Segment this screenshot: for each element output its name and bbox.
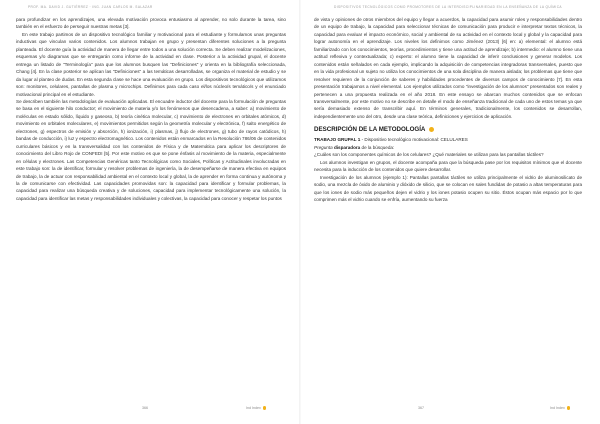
running-head-left: PROF. MA. DAVID J. GUTIÉRREZ · ING. JUAN CARLOS M. SALAZAR [28, 5, 153, 9]
group-label: TRABAJO GRUPAL 1 [314, 137, 361, 143]
question-heading [314, 144, 582, 151]
footer-brand-right [550, 406, 570, 410]
question-label: Pregunta [314, 144, 333, 150]
group-topic: - Dispositivo tecnológico motivacional: CELULARES [360, 137, 468, 143]
page-number-right: 367 [418, 406, 424, 410]
paragraph: Investigación de los alumnos (ejemplo 1): Pantallas pantallas táctiles se utiliza principalmente el vidrio de aluminosilicato de sodio, una mezcla de óxido de aluminio y dióxido de silicio, que se colocan en sales fundidas de potasio a altas temperaturas para que los iones de sodio más pequeños dejen el vidrio y los iones potasio ocupen su sitio. Éstos ocupan más espacio por lo que comprimen más el vidrio cuando se enfría, aumentando su fuerza [314, 174, 582, 202]
question-rest: de la búsqueda: [360, 144, 395, 150]
question-text: ¿Cuáles son los componentes químicos de los celulares? ¿Qué materiales se utilizan para las pantallas táctiles? [314, 152, 544, 158]
brand-label: Ind Index [550, 406, 565, 410]
paragraph: Los alumnos investigan en grupos, el docente acompaña para que la búsqueda pase por los requisitos mínimos que el docente necesita para la inducción de los contenidos que quiere desarrollar. [314, 159, 582, 173]
paragraph: Se describen también las metodologías de evaluación aplicadas. El encuadre inductor del docente para la formulación de preguntas se basa en el siguiente hilo conductor; el movimiento de materia y/o los fenómenos que desencadena, a saber: a) movimiento de moléculas en estado sólido, líquido y gaseoso, b) teoría cinética molecular, c) movimiento de electrones en orbitales atómicos, d) movimiento en orbitales moleculares, e) movimientos permitidos según la geometría molecular y electrónica, f) salto energético de electrones, g) espectros de emisión y absorción, h) ionización, i) plasmas, j) flujo de electrones, g) tubo de rayos catódicos, h) bandas de conducción, i) luz y espectro electromagnético. Los contenidos están enmarcados en la Resolución 786/06 de contenidos curriculares básicos y en la transversalidad con los contenidos de Física y de Matemática para aplicar los descriptores de conocimiento del Libro Rojo de CONFEDI [5]. Por este motivo es que se pone énfasis al movimiento de la materia, especialmente en células y electrones. Las Competencias Genéricas tanto Tecnológicas como Sociales, Políticas y Actitudinales involucradas en este trabajo son: la de identificar, formular y resolver problemas de ingeniería, la de desempeñarse de manera efectiva en equipos de trabajo, la de actuar con responsabilidad ambiental en el contexto local y global, la de aprender en forma continua y autónoma y la de comunicarse con efectividad. Las capacidades promovidas son: la capacidad para identificar y formular problemas, la capacidad para realizar una búsqueda creativa y de soluciones, capacidad para implementar tecnológicamente una solución, la capacidad para identificar las metas y responsabilidades individuales y colectivas, la capacidad para conocer y respetar los puntos [16, 98, 286, 201]
section-title [314, 126, 582, 133]
page-number-left: 366 [142, 406, 148, 410]
brand-dot-icon [567, 406, 571, 410]
brand-label: Ind Index [246, 406, 261, 410]
section-dot-icon [429, 127, 434, 132]
question-bold: disparadora [333, 144, 361, 150]
right-page [300, 0, 600, 424]
running-head-right: DISPOSITIVOS TECNOLÓGICOS COMO PROMOTORES DE LA INTERDISCIPLINARIEDAD EN LA ENSEÑANZA DE LA QUÍMICA [334, 5, 562, 9]
section-title-text: DESCRIPCIÓN DE LA METODOLOGÍA [314, 126, 426, 134]
paragraph: En este trabajo partimos de un dispositivo tecnológico familiar y motivacional para el estudiante y formulamos unas preguntas inductivas que vinculan varios contenidos. Los alumnos trabajan en grupo y presentan diferentes soluciones a la pregunta planteada. El docente guía la actividad de manera de llegar entre todos a una solución correcta. Se deben realizar modelizaciones, esquemas y/o diagramas que se entregarán como informe de la actividad en clase. Posterior a la actividad grupal, el docente entrega un listado de "Terminología" para que los alumnos busquen las "Definiciones" y orienta en la bibliografía seleccionada, Chang [4]. En la clase posterior se aplican las "Definiciones" a las temáticas desarrolladas, se organiza el material de estudio y se da lugar al planteo de dudas. En esta segunda clase se hace una evaluación en grupo. Los dispositivos tecnológicos que utilizamos son: monitores, celulares, pantallas de plasma y microchips. Definimos para cada caso el/los núcleo/s temático/s y el enunciado motivacional principal en el estudiante. [16, 31, 286, 97]
methodology-body [314, 136, 582, 203]
group-heading [314, 136, 582, 143]
paragraph: para profundizar en los aprendizajes, una elevada motivación provoca entusiasmo al aprender, no solo durante la tarea, sino también en el esfuerzo de perseguir nuestras metas [3]. [16, 17, 286, 30]
paragraph: de vista y opiniones de otros miembros del equipo y llegar a acuerdos, la capacidad para asumir roles y responsabilidades dentro de un equipo de trabajo, la capacidad para seleccionar técnicas de comunicación para producir e interpretar textos técnicos, la capacidad para evaluar el impacto económico, social y ambiental de su actividad en el contexto local y global y la capacidad para lograr autonomía en el aprendizaje. Los niveles los definimos como Jiménez (2013) [6] en: a) elemental: el alumno está familiarizado con los conocimientos, teorías, procedimientos y tiene una actitud de aprendizaje; b) intermedio: el alumno tiene una actitud reflexiva y contextualizada; c) experto: el alumno tiene la capacidad de inferir conclusiones y generar modelos. Los contenidos están señalados en cada ejemplo, implicando la adquisición de competencias integradoras transversales, puesto que en la vida profesional un sujeto no utiliza los conocimientos de una sola disciplina de manera aislada; los problemas que tiene que resolver requieren de la conjunción de saberes y habilidades procedentes de diversos campos de conocimiento [7]. En esta presentación trabajamos a nivel elemental. Los ejemplos utilizados como "investigación de los alumnos" presentados son reales y pertenecen a una propuesta realizada en el año 2018. En este ensayo se abarcan muchos contenidos que se enfocan transversalmente, por este motivo no se describe en detalle el modo de enseñanza tradicional de cada uno de estos temas ya que sería demasiado extenso de transcribir aquí. En términos generales, tradicionalmente, los contenidos se desarrollan, independientemente uno del otro, desde una clase teórica, definiciones y ejercicios de aplicación. [314, 17, 582, 119]
left-body-text [16, 16, 286, 202]
footer-brand-left [246, 406, 266, 410]
brand-dot-icon [263, 406, 267, 410]
right-body-text [314, 16, 582, 120]
